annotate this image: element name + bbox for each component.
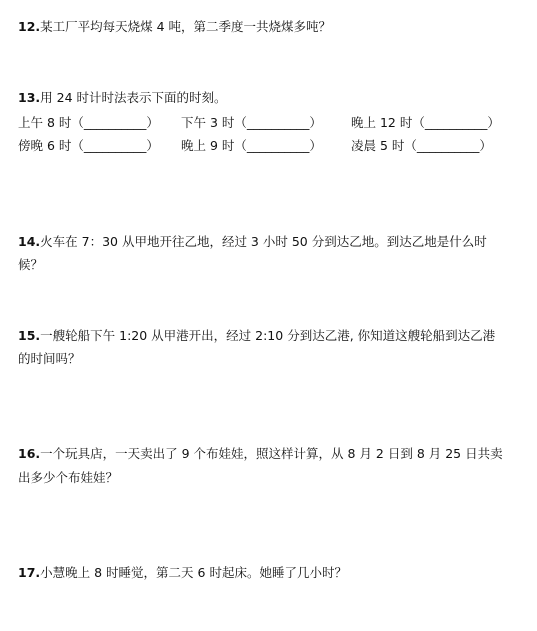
question-14	[18, 234, 487, 250]
question-15	[18, 328, 495, 344]
time-blank-item: 晚上 9 时（__________）	[181, 138, 322, 153]
question-text: 小慧晚上 8 时睡觉，第二天 6 时起床。她睡了几小时？	[40, 565, 347, 580]
question-number: 12.	[18, 19, 41, 34]
question-13	[18, 90, 227, 106]
question-text: 火车在 7：30 从甲地开往乙地，经过 3 小时 50 分到达乙地。到达乙地是什么时	[40, 234, 487, 249]
question-16-continuation: 出多少个布娃娃？	[18, 470, 119, 485]
time-blank-item: 上午 8 时（__________）	[18, 115, 159, 130]
question-number: 15.	[18, 328, 41, 343]
time-blank-item: 傍晚 6 时（__________）	[18, 138, 159, 153]
question-15-continuation: 的时间吗？	[18, 351, 81, 366]
question-number: 14.	[18, 234, 41, 249]
question-number: 13.	[18, 90, 41, 105]
question-text: 一艘轮船下午 1:20 从甲港开出，经过 2:10 分到达乙港, 你知道这艘轮船到达乙港	[40, 328, 496, 343]
time-blank-item: 下午 3 时（__________）	[181, 115, 322, 130]
question-14-continuation: 候？	[18, 257, 44, 272]
question-number: 17.	[18, 565, 41, 580]
question-number: 16.	[18, 446, 41, 461]
time-blank-item: 晚上 12 时（__________）	[351, 115, 500, 130]
question-17	[18, 565, 347, 581]
question-text: 用 24 时计时法表示下面的时刻。	[40, 90, 227, 105]
question-12	[18, 19, 331, 35]
question-text: 某工厂平均每天烧煤 4 吨，第二季度一共烧煤多吨？	[40, 19, 332, 34]
question-text: 一个玩具店，一天卖出了 9 个布娃娃，照这样计算，从 8 月 2 日到 8 月 25 日共卖	[40, 446, 503, 461]
question-16	[18, 446, 503, 462]
time-blank-item: 凌晨 5 时（__________）	[351, 138, 492, 153]
